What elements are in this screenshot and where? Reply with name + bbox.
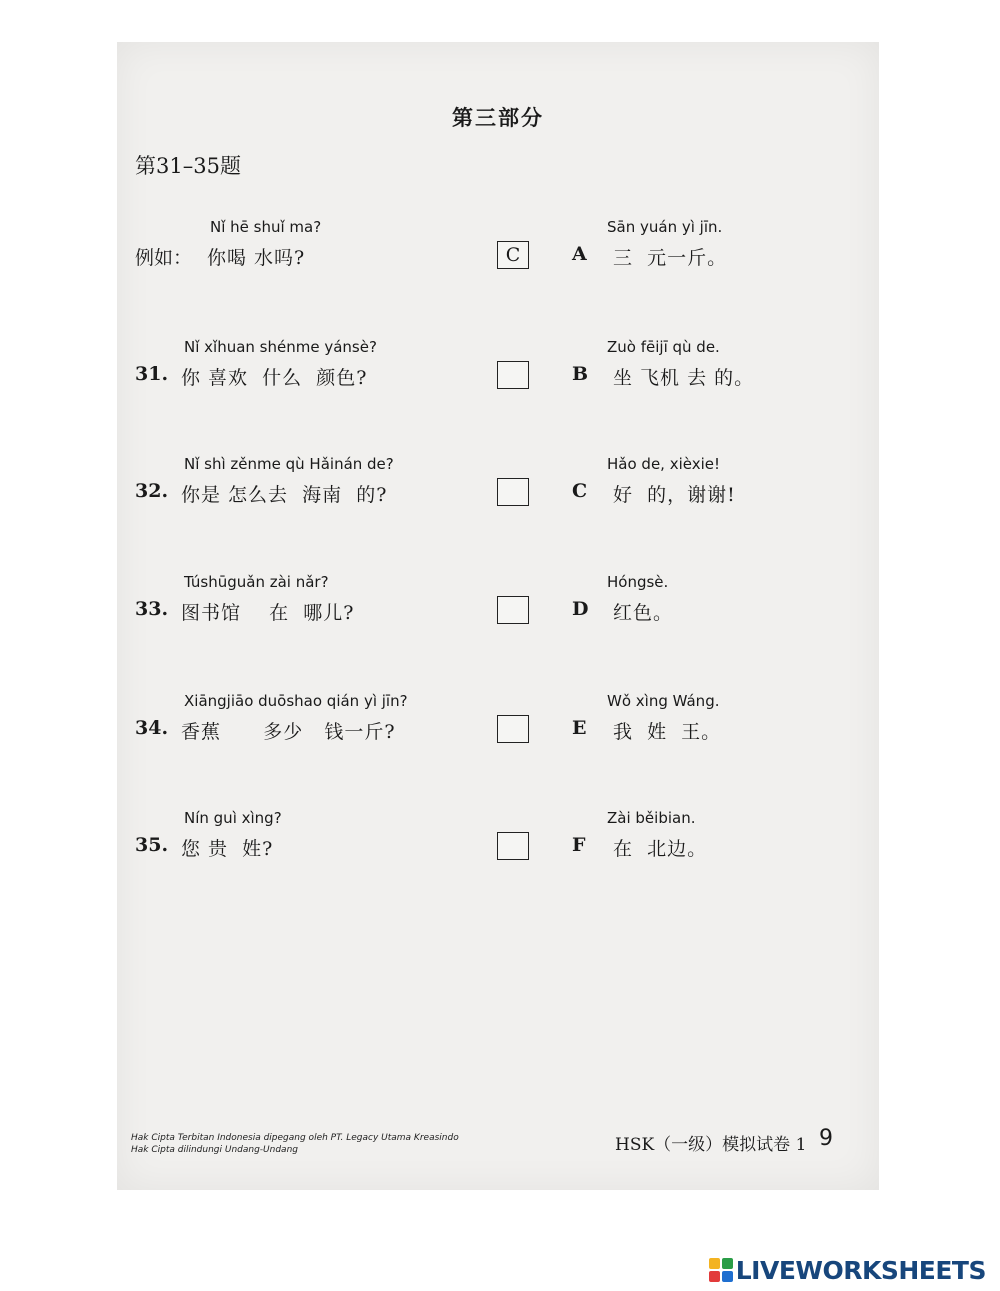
option-letter: B bbox=[572, 363, 589, 385]
option-text: 红色。 bbox=[613, 602, 674, 624]
question-row bbox=[117, 809, 879, 869]
question-pinyin: Nín guì xìng? bbox=[184, 809, 282, 827]
question-number: 32. bbox=[135, 480, 169, 502]
question-text: 你是 怎么去 海南 的? bbox=[181, 484, 388, 506]
brand-name: LIVEWORKSHEETS bbox=[735, 1255, 986, 1285]
example-row bbox=[117, 218, 879, 278]
option-text: 坐 飞机 去 的。 bbox=[613, 367, 755, 389]
question-text: 图书馆 在 哪儿? bbox=[181, 602, 355, 624]
option-pinyin: Zuò fēijī qù de. bbox=[607, 338, 720, 356]
question-number: 33. bbox=[135, 598, 169, 620]
copyright-line: Hak Cipta Terbitan Indonesia dipegang oleh PT. Legacy Utama Kreasindo bbox=[131, 1133, 459, 1143]
option-letter: F bbox=[572, 834, 586, 856]
question-text: 你 喜欢 什么 颜色? bbox=[181, 367, 368, 389]
option-pinyin: Hóngsè. bbox=[607, 573, 669, 591]
answer-box-35[interactable] bbox=[497, 832, 529, 860]
question-text: 香蕉 多少 钱一斤? bbox=[181, 721, 396, 743]
option-pinyin: Wǒ xìng Wáng. bbox=[607, 692, 720, 710]
option-pinyin: Sān yuán yì jīn. bbox=[607, 218, 723, 236]
option-text: 在 北边。 bbox=[613, 838, 708, 860]
question-row bbox=[117, 338, 879, 398]
question-number: 31. bbox=[135, 363, 169, 385]
question-row bbox=[117, 692, 879, 752]
example-text: 你喝 水吗? bbox=[207, 247, 306, 269]
example-label: 例如： bbox=[135, 247, 193, 269]
answer-box-33[interactable] bbox=[497, 596, 529, 624]
option-letter: A bbox=[572, 243, 587, 265]
option-letter: C bbox=[572, 480, 588, 502]
copyright-line: Hak Cipta dilindungi Undang-Undang bbox=[131, 1145, 298, 1155]
section-title: 第31–35题 bbox=[135, 154, 241, 178]
part-title: 第三部分 bbox=[452, 105, 544, 130]
option-text: 好 的，谢谢! bbox=[613, 484, 736, 506]
question-pinyin: Xiāngjiāo duōshao qián yì jīn? bbox=[184, 692, 408, 710]
option-letter: E bbox=[572, 717, 587, 739]
worksheet-page bbox=[117, 42, 879, 1190]
option-text: 三 元一斤。 bbox=[613, 247, 728, 269]
question-number: 35. bbox=[135, 834, 169, 856]
question-pinyin: Nǐ shì zěnme qù Hǎinán de? bbox=[184, 455, 394, 473]
question-number: 34. bbox=[135, 717, 169, 739]
exam-label: HSK（一级）模拟试卷 1 bbox=[615, 1135, 807, 1155]
option-pinyin: Hǎo de, xièxie! bbox=[607, 455, 720, 473]
example-pinyin: Nǐ hē shuǐ ma? bbox=[210, 218, 322, 236]
brand-grid-icon bbox=[709, 1258, 733, 1282]
question-pinyin: Túshūguǎn zài nǎr? bbox=[184, 573, 329, 591]
page-number: 9 bbox=[819, 1126, 833, 1151]
option-pinyin: Zài běibian. bbox=[607, 809, 696, 827]
option-letter: D bbox=[572, 598, 589, 620]
question-row bbox=[117, 573, 879, 633]
liveworksheets-logo bbox=[709, 1256, 986, 1284]
answer-box-31[interactable] bbox=[497, 361, 529, 389]
question-row bbox=[117, 455, 879, 515]
answer-box-34[interactable] bbox=[497, 715, 529, 743]
question-text: 您 贵 姓? bbox=[181, 838, 274, 860]
option-text: 我 姓 王。 bbox=[613, 721, 722, 743]
answer-box-32[interactable] bbox=[497, 478, 529, 506]
example-answer-box: C bbox=[497, 241, 529, 269]
copyright-notice bbox=[131, 1132, 459, 1156]
question-pinyin: Nǐ xǐhuan shénme yánsè? bbox=[184, 338, 377, 356]
